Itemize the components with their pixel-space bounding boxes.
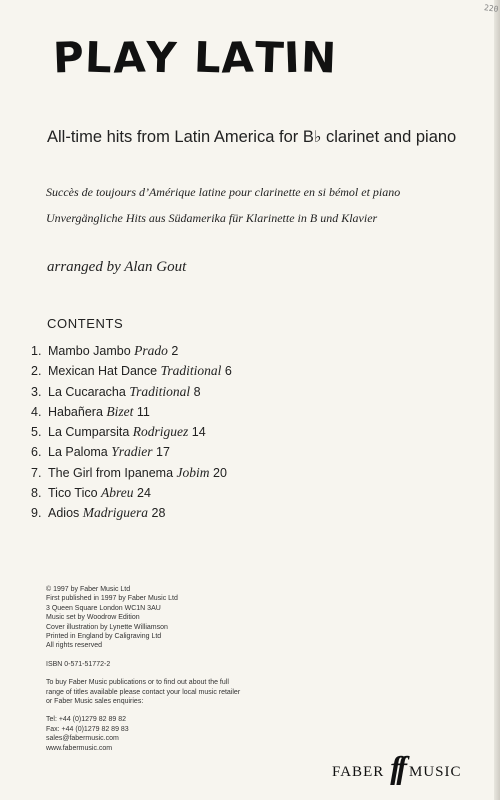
imprint-line: www.fabermusic.com [46, 744, 113, 752]
contents-item-page: 11 [136, 404, 150, 419]
logo-word-music: MUSIC [408, 763, 462, 780]
subtitle-text-start: All-time hits from Latin America for B [47, 128, 314, 146]
tagline-german: Unvergängliche Hits aus Südamerika für Klarinette in B und Klavier [46, 211, 378, 225]
page-edge [494, 0, 500, 800]
imprint-line: ISBN 0-571-51772-2 [46, 660, 111, 668]
contents-item [31, 503, 232, 523]
imprint-line: © 1997 by Faber Music Ltd [46, 586, 131, 593]
contents-item [31, 483, 232, 503]
contents-item-title: Mexican Hat Dance [48, 364, 158, 379]
tagline-french: Succès de toujours d’Amérique latine pour clarinette en si bémol et piano [46, 185, 401, 199]
contents-item-composer: Jobim [176, 464, 210, 480]
contents-item-page: 14 [191, 425, 206, 440]
arranged-by: arranged by Alan Gout [47, 259, 187, 275]
contents-item [31, 341, 232, 361]
title-letter: A [111, 32, 147, 83]
contents-item-title: Tico Tico [48, 486, 98, 501]
corner-mark: 220 [482, 3, 499, 14]
contents-item-composer: Prado [134, 343, 168, 358]
logo-word-faber: FABER [332, 763, 385, 780]
contents-item-title: Adios [48, 506, 80, 521]
contents-item-number: 9. [31, 506, 42, 521]
contents-item [31, 382, 232, 402]
imprint-line: Music set by Woodrow Edition [46, 614, 140, 622]
contents-item-number: 4. [31, 404, 42, 419]
contents-heading: CONTENTS [47, 316, 124, 331]
logo-ff-mark: ff [390, 749, 403, 785]
imprint-spacer [46, 651, 240, 660]
contents-item-title: Habañera [48, 404, 103, 419]
contents-item-number: 7. [31, 465, 42, 480]
contents-item-title: The Girl from Ipanema [48, 465, 174, 480]
title-letter: L [83, 32, 114, 83]
contents-item-page: 8 [193, 384, 201, 399]
contents-item-page: 2 [171, 344, 179, 358]
title-letter: L [192, 32, 223, 83]
contents-item-composer: Traditional [160, 363, 222, 379]
imprint-line: All rights reserved [46, 642, 103, 650]
contents-item-composer: Yradier [111, 444, 153, 460]
contents-item-number: 8. [31, 486, 42, 501]
flat-symbol: ♭ [313, 127, 322, 146]
imprint-line: range of titles available please contact your local music retailer [46, 688, 241, 696]
imprint-line: Fax: +44 (0)1279 82 89 83 [46, 725, 129, 733]
contents-item [31, 422, 232, 442]
subtitle [47, 127, 456, 147]
contents-item [31, 402, 232, 422]
faber-music-logo [332, 749, 462, 785]
contents-item-page: 24 [137, 486, 151, 501]
imprint-line: Tel: +44 (0)1279 82 89 82 [46, 716, 126, 724]
contents-item-number: 1. [31, 344, 42, 358]
imprint-spacer [46, 669, 240, 678]
contents-item-number: 5. [31, 425, 42, 440]
contents-item-title: Mambo Jambo [48, 344, 131, 358]
contents-item-number: 2. [31, 364, 42, 379]
contents-item-composer: Rodriguez [132, 424, 189, 440]
contents-item-composer: Madriguera [82, 505, 149, 521]
contents-item-composer: Bizet [106, 403, 134, 419]
imprint-line: sales@fabermusic.com [46, 735, 119, 743]
contents-item-page: 6 [224, 364, 232, 379]
page-title [52, 32, 339, 83]
contents-item-page: 28 [151, 506, 166, 521]
contents-item-page: 17 [156, 445, 170, 460]
imprint [46, 585, 240, 753]
title-letter: P [52, 32, 86, 83]
contents-item [31, 463, 232, 483]
imprint-line: Cover illustration by Lynette Williamson [46, 623, 168, 631]
imprint-line: or Faber Music sales enquiries: [46, 698, 144, 706]
contents-item-page: 20 [213, 465, 227, 480]
subtitle-text-end: clarinet and piano [321, 128, 457, 146]
contents-item-composer: Abreu [101, 485, 134, 501]
imprint-line: 3 Queen Square London WC1N 3AU [46, 604, 161, 612]
contents-item-composer: Traditional [129, 383, 191, 399]
imprint-line: Printed in England by Caligraving Ltd [46, 633, 162, 641]
title-letter: I [283, 32, 302, 83]
contents-item-title: La Cucaracha [48, 384, 126, 399]
title-letter: T [253, 32, 286, 83]
contents-item-title: La Paloma [48, 445, 108, 460]
contents-item [31, 361, 232, 381]
contents-item [31, 442, 232, 462]
contents-item-number: 3. [31, 384, 42, 399]
contents-list [31, 341, 232, 524]
imprint-spacer [46, 706, 240, 715]
imprint-line: First published in 1997 by Faber Music Ltd [46, 595, 178, 603]
title-letter: Y [145, 32, 179, 83]
imprint-line: To buy Faber Music publications or to find out about the full [46, 679, 229, 687]
title-letter: A [220, 32, 256, 83]
contents-item-number: 6. [31, 445, 42, 460]
title-letter: N [300, 32, 339, 83]
contents-item-title: La Cumparsita [48, 425, 130, 440]
